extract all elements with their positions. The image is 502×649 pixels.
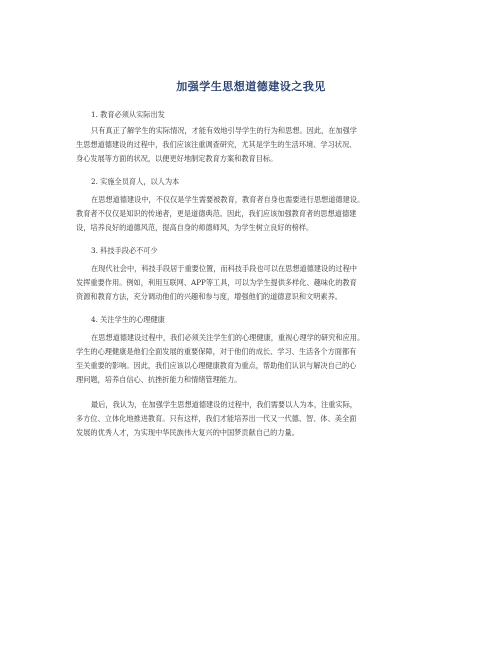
section-1-heading: 1. 教育必须从实际出发: [91, 110, 165, 119]
section-3-heading: 3. 科技手段必不可少: [91, 246, 158, 255]
section-4-line-1: 在思想道德建设过程中，我们必须关注学生们的心理健康，重视心理学的研究和应用。: [91, 333, 365, 342]
section-2-heading: 2. 实施全员育人，以人为本: [91, 177, 180, 186]
section-4-heading: 4. 关注学生的心理健康: [91, 315, 165, 324]
conclusion-line-1: 最后，我认为，在加强学生思想道德建设的过程中，我们需要以人为本，注重实际，: [91, 400, 357, 409]
section-3-line-2: 发挥重要作用。例如，利用互联网、APP等工具，可以为学生提供多样化、趣味化的教育: [76, 278, 357, 287]
section-2-line-2: 教育者不仅仅是知识的传递者，更是道德典范。因此，我们应该加强教育者的思想道德建: [76, 209, 357, 218]
section-1-line-3: 身心发展等方面的状况，以便更好地制定教育方案和教育目标。: [76, 154, 278, 163]
section-1-line-1: 只有真正了解学生的实际情况，才能有效地引导学生的行为和思想。因此，在加强学: [91, 126, 357, 135]
section-4-line-2: 学生的心理健康是他们全面发展的重要保障，对于他们的成长、学习、生活各个方面都有: [76, 347, 357, 356]
conclusion-line-3: 发展的优秀人才，为实现中华民族伟大复兴的中国梦贡献自己的力量。: [76, 428, 299, 437]
section-2-line-3: 设，培养良好的道德风范，提高自身的师德师风，为学生树立良好的榜样。: [76, 223, 314, 232]
section-1-line-2: 生思想道德建设的过程中，我们应该注重调查研究，尤其是学生的生活环境、学习状况、: [76, 140, 357, 149]
section-2-line-1: 在思想道德建设中，不仅仅是学生需要被教育，教育者自身也需要进行思想道德建设。: [91, 195, 365, 204]
section-3-line-3: 资源和教育方法，充分调动他们的兴趣和参与度，增强他们的道德意识和文明素养。: [76, 292, 342, 301]
section-3-line-1: 在现代社会中，科技手段居于重要位置，而科技手段也可以在思想道德建设的过程中: [91, 264, 357, 273]
conclusion-line-2: 多方位、立体化地推进教育。只有这样，我们才能培养出一代又一代德、智、体、美全面: [76, 414, 357, 423]
document-title: 加强学生思想道德建设之我见: [176, 80, 326, 93]
section-4-line-4: 理问题，培养自信心、抗挫折能力和情绪管理能力。: [76, 375, 242, 384]
section-4-line-3: 至关重要的影响。因此，我们应该以心理健康教育为重点，帮助他们认识与解决自己的心: [76, 361, 357, 370]
